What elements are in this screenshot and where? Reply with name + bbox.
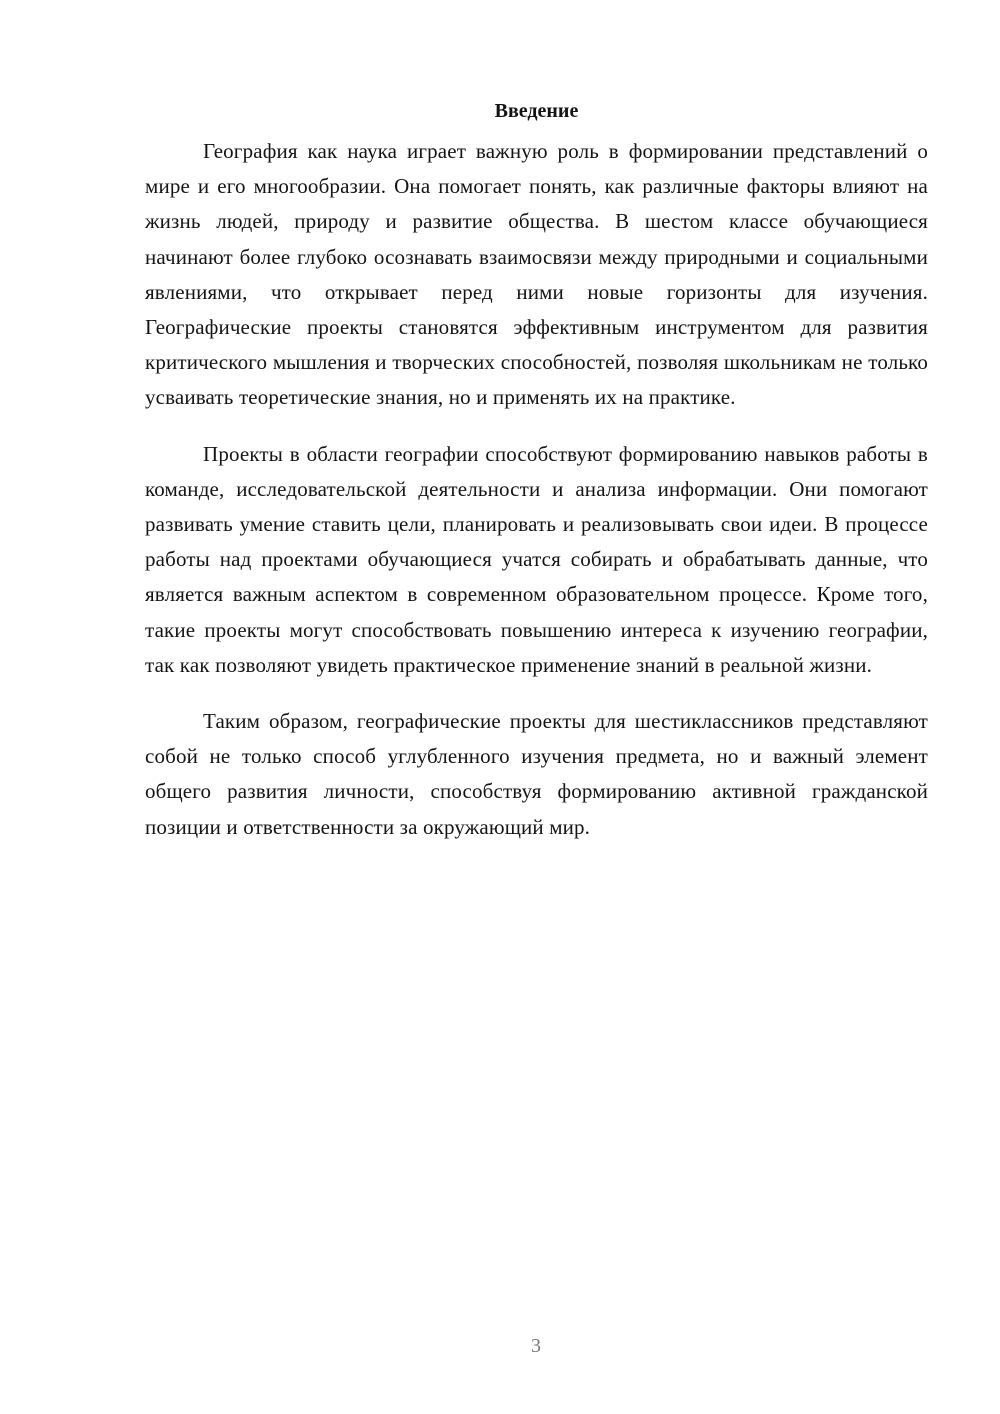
section-title: Введение bbox=[494, 100, 579, 122]
page-content bbox=[145, 96, 928, 845]
page-number: 3 bbox=[531, 1335, 541, 1357]
paragraph-3: Таким образом, географические проекты для шестиклассников представляют собой не только способ углубленного изучения предмета, но и важный элемент общего развития личности, способствуя формированию активной гражданской позиции и ответственности за окружающий мир. bbox=[145, 709, 928, 839]
paragraph-2: Проекты в области географии способствуют формированию навыков работы в команде, исследовательской деятельности и анализа информации. Они помогают развивать умение ставить цели, планировать и реализовывать свои идеи. В процессе работы над проектами обучающиеся учатся собирать и обрабатывать данные, что является важным аспектом в современном образовательном процессе. Кроме того, такие проекты могут способствовать повышению интереса к изучению географии, так как позволяют увидеть практическое применение знаний в реальной жизни. bbox=[145, 441, 928, 677]
paragraph-1: География как наука играет важную роль в формировании представлений о мире и его многообразии. Она помогает понять, как различные факторы влияют на жизнь людей, природу и развитие общества. В шестом классе обучающиеся начинают более глубоко осознавать взаимосвязи между природными и социальными явлениями, что открывает перед ними новые горизонты для изучения. Географические проекты становятся эффективным инструментом для развития критического мышления и творческих способностей, позволяя школьникам не только усваивать теоретические знания, но и применять их на практике. bbox=[145, 139, 928, 410]
